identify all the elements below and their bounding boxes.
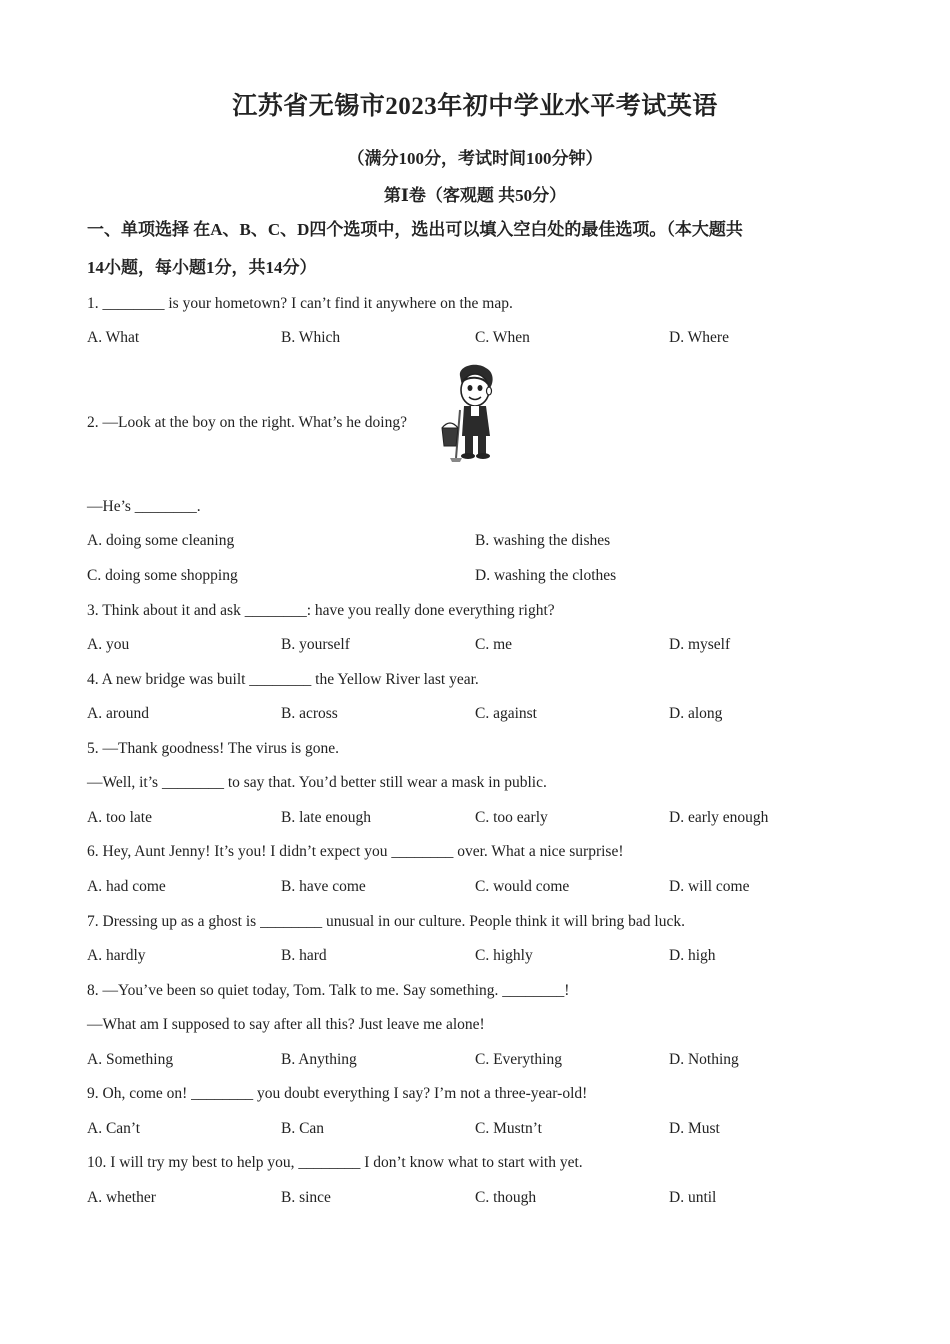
question-4-option-b: B. across — [281, 705, 338, 722]
question-5-stem-line-2: —Well, it’s ________ to say that. You’d better still wear a mask in public. — [87, 774, 547, 791]
question-5-option-b: B. late enough — [281, 809, 371, 826]
question-5-stem: 5. —Thank goodness! The virus is gone. — [87, 740, 339, 757]
question-7-stem: 7. Dressing up as a ghost is ________ unusual in our culture. People think it will bring bad luck. — [87, 913, 685, 930]
question-7-option-a: A. hardly — [87, 947, 146, 964]
question-4-stem: 4. A new bridge was built ________ the Yellow River last year. — [87, 671, 479, 688]
question-6-option-c: C. would come — [475, 878, 570, 895]
question-3-stem: 3. Think about it and ask ________: have you really done everything right? — [87, 602, 555, 619]
question-6-stem: 6. Hey, Aunt Jenny! It’s you! I didn’t expect you ________ over. What a nice surprise! — [87, 843, 624, 860]
question-10-option-a: A. whether — [87, 1189, 156, 1206]
boy-cleaning-illustration — [438, 362, 506, 462]
question-6-option-a: A. had come — [87, 878, 166, 895]
question-8-stem-line-2: —What am I supposed to say after all this? Just leave me alone! — [87, 1016, 485, 1033]
question-4-option-c: C. against — [475, 705, 537, 722]
question-9-option-c: C. Mustn’t — [475, 1120, 542, 1137]
question-5-option-d: D. early enough — [669, 809, 769, 826]
question-3-option-a: A. you — [87, 636, 130, 653]
question-10-option-b: B. since — [281, 1189, 331, 1206]
question-10-option-d: D. until — [669, 1189, 717, 1206]
question-1-stem: 1. ________ is your hometown? I can’t find it anywhere on the map. — [87, 295, 513, 312]
question-2-option-b: B. washing the dishes — [475, 532, 611, 549]
question-6-option-d: D. will come — [669, 878, 750, 895]
question-4-option-a: A. around — [87, 705, 149, 722]
question-1-option-c: C. When — [475, 329, 530, 346]
question-2-option-c: C. doing some shopping — [87, 567, 238, 584]
section-heading-line-2: 14小题，每小题1分，共14分） — [87, 258, 317, 277]
question-4-option-d: D. along — [669, 705, 723, 722]
question-10-stem: 10. I will try my best to help you, ________ I don’t know what to start with yet. — [87, 1154, 583, 1171]
question-1-option-d: D. Where — [669, 329, 729, 346]
question-8-option-c: C. Everything — [475, 1051, 562, 1068]
question-2-option-d: D. washing the clothes — [475, 567, 617, 584]
question-1-option-a: A. What — [87, 329, 140, 346]
exam-subtitle: （满分100分，考试时间100分钟） — [347, 149, 603, 168]
question-3-option-d: D. myself — [669, 636, 731, 653]
question-7-option-d: D. high — [669, 947, 716, 964]
section-heading-line-1: 一、单项选择 在A、B、C、D四个选项中，选出可以填入空白处的最佳选项。（本大题共 — [87, 220, 743, 239]
part-title: 第Ⅰ卷（客观题 共50分） — [383, 186, 567, 205]
question-8-stem: 8. —You’ve been so quiet today, Tom. Talk to me. Say something. ________! — [87, 982, 570, 999]
question-5-option-c: C. too early — [475, 809, 548, 826]
question-9-option-a: A. Can’t — [87, 1120, 141, 1137]
question-3-option-b: B. yourself — [281, 636, 350, 653]
question-8-option-a: A. Something — [87, 1051, 174, 1068]
question-2-answer-line: —He’s ________. — [87, 498, 201, 515]
question-9-option-d: D. Must — [669, 1120, 720, 1137]
question-7-option-c: C. highly — [475, 947, 533, 964]
question-2-option-a: A. doing some cleaning — [87, 532, 235, 549]
question-2-stem: 2. —Look at the boy on the right. What’s he doing? — [87, 414, 407, 431]
question-8-option-b: B. Anything — [281, 1051, 357, 1068]
question-9-option-b: B. Can — [281, 1120, 325, 1137]
question-7-option-b: B. hard — [281, 947, 327, 964]
question-1-option-b: B. Which — [281, 329, 341, 346]
exam-title: 江苏省无锡市2023年初中学业水平考试英语 — [232, 93, 718, 120]
question-3-option-c: C. me — [475, 636, 513, 653]
question-5-option-a: A. too late — [87, 809, 152, 826]
question-8-option-d: D. Nothing — [669, 1051, 739, 1068]
question-6-option-b: B. have come — [281, 878, 366, 895]
question-10-option-c: C. though — [475, 1189, 537, 1206]
question-9-stem: 9. Oh, come on! ________ you doubt everything I say? I’m not a three-year-old! — [87, 1085, 588, 1102]
